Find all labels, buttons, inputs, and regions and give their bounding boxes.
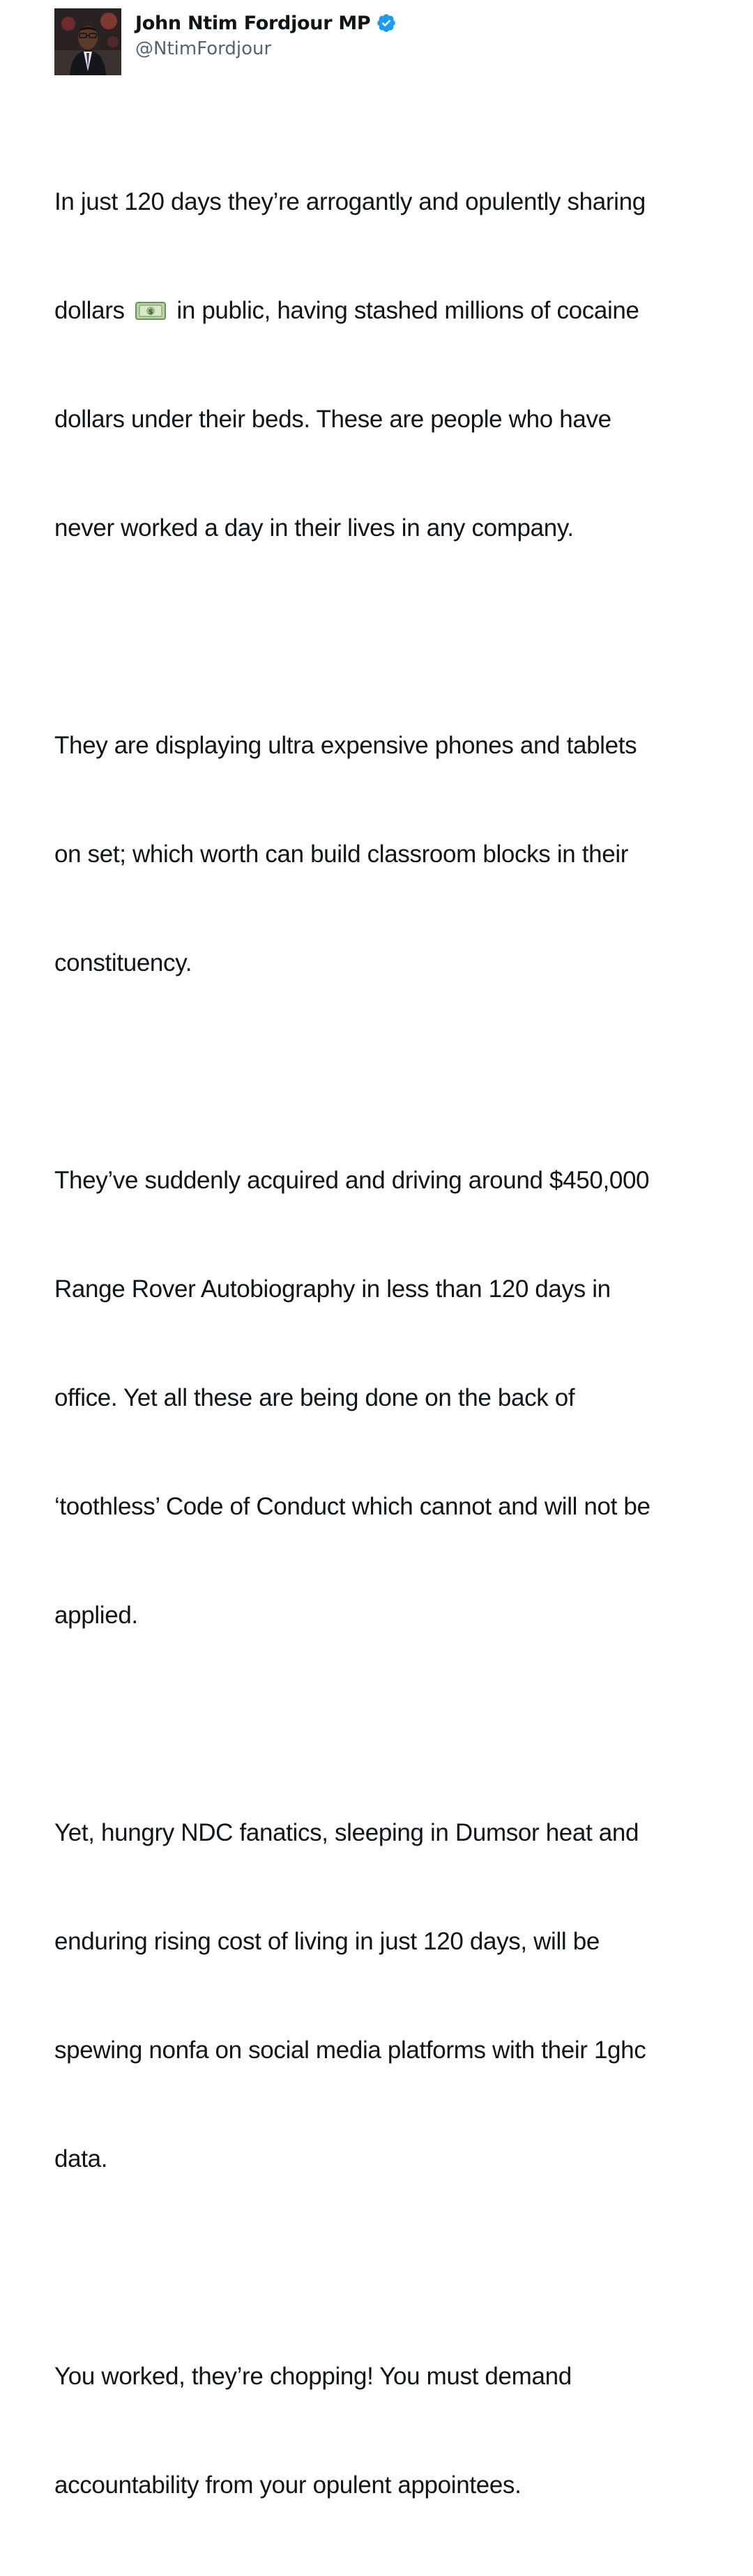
tweet-line: enduring rising cost of living in just 120 days, will be <box>54 1928 600 1955</box>
author-names <box>135 9 397 59</box>
author-handle[interactable]: @NtimFordjour <box>135 38 272 59</box>
tweet-line: ‘toothless’ Code of Conduct which cannot and will not be <box>54 1493 651 1520</box>
profile-photo <box>54 8 121 75</box>
tweet-line: They are displaying ultra expensive phones and tablets <box>54 732 637 759</box>
tweet-line: on set; which worth can build classroom blocks in their <box>54 841 629 868</box>
verified-badge-icon[interactable] <box>376 13 397 33</box>
svg-text:$: $ <box>148 307 153 316</box>
tweet-text <box>54 112 753 2576</box>
tweet-paragraph-4 <box>54 1742 753 2250</box>
tweet-line: dollars under their beds. These are people who have <box>54 406 611 433</box>
author-avatar[interactable] <box>54 8 121 75</box>
tweet-line: constituency. <box>54 949 192 976</box>
tweet-line: You worked, they’re chopping! You must demand <box>54 2363 572 2390</box>
tweet-line: applied. <box>54 1602 138 1629</box>
tweet-text-segment: in public, having stashed millions of cocaine <box>170 297 639 324</box>
tweet-line: office. Yet all these are being done on the back of <box>54 1384 575 1411</box>
tweet-line: data. <box>54 2145 108 2172</box>
tweet-paragraph-3 <box>54 1090 753 1706</box>
tweet-line <box>54 293 753 329</box>
tweet-line: Yet, hungry NDC fanatics, sleeping in Dumsor heat and <box>54 1819 639 1846</box>
tweet-paragraph-2 <box>54 655 753 1054</box>
tweet-line: never worked a day in their lives in any company. <box>54 514 574 542</box>
tweet-paragraph-1 <box>54 112 753 619</box>
money-emoji-icon <box>135 296 166 316</box>
tweet-line: accountability from your opulent appointees. <box>54 2471 522 2499</box>
display-name-row <box>135 9 397 37</box>
tweet-paragraph-5 <box>54 2286 753 2576</box>
tweet-text-segment: dollars <box>54 297 132 324</box>
tweet-line: They’ve suddenly acquired and driving around $450,000 <box>54 1167 650 1194</box>
tweet-header <box>54 7 397 77</box>
tweet-line: spewing nonfa on social media platforms with their 1ghc <box>54 2037 646 2064</box>
tweet-line: Range Rover Autobiography in less than 120 days in <box>54 1275 611 1303</box>
display-name[interactable]: John Ntim Fordjour MP <box>135 12 371 34</box>
tweet-line: In just 120 days they’re arrogantly and opulently sharing <box>54 188 646 215</box>
